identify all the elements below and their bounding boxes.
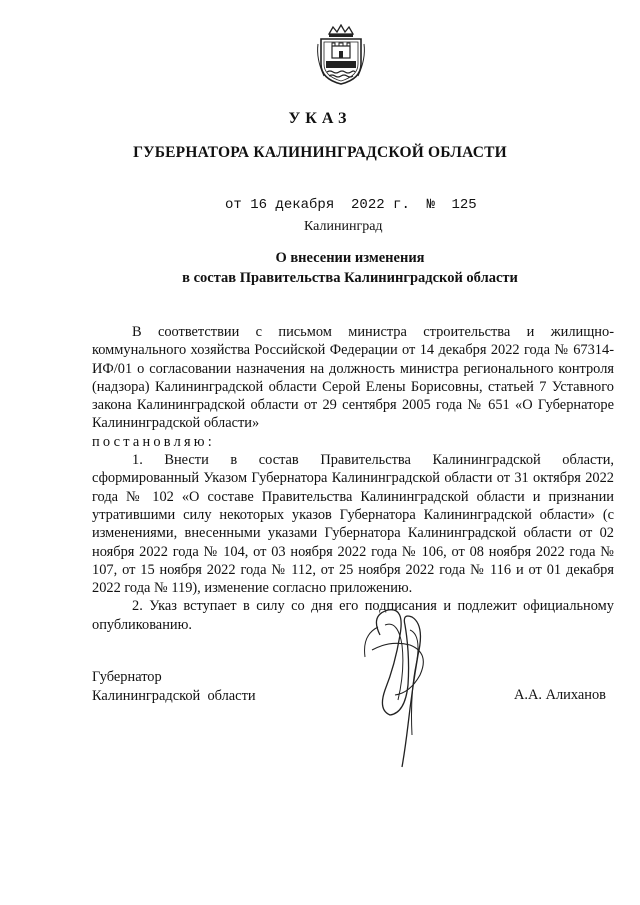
decree-number: 125 bbox=[451, 197, 477, 213]
date-prefix: от bbox=[225, 197, 242, 213]
number-prefix: № bbox=[426, 197, 436, 213]
document-type: УКАЗ bbox=[288, 110, 352, 127]
signatory-title-line-2: Калининградской области bbox=[92, 687, 256, 704]
signatory-name: А.А. Алиханов bbox=[514, 687, 606, 703]
item-2-paragraph: 2. Указ вступает в силу со дня его подписания и подлежит официальному опубликованию. bbox=[92, 598, 614, 633]
date-number-line bbox=[225, 197, 477, 213]
item-1-paragraph: 1. Внести в состав Правительства Калининградской области, сформированный Указом Губернатора Калининградской области от 31 октября 2022 года № 102 «О составе Правительства Калининградской области и признании утратившими силу некоторых указов Губернатора Калининградской области» (с изменениями, внесенными указами Губернатора Калининградской области от 02 ноября 2022 года № 104, от 03 ноября 2022 года № 106, от 08 ноября 2022 года № 107, от 15 ноября 2022 года № 112, от 25 ноября 2022 года № 116 и от 01 декабря 2022 года № 119), изменение согласно приложению. bbox=[92, 452, 614, 597]
issuer-heading: ГУБЕРНАТОРА КАЛИНИНГРАДСКОЙ ОБЛАСТИ bbox=[133, 144, 507, 161]
decree-body bbox=[92, 323, 614, 634]
signatory-title bbox=[92, 668, 256, 705]
city: Калининград bbox=[304, 219, 383, 234]
title-line-1: О внесении изменения bbox=[275, 250, 425, 266]
preamble-paragraph: В соответствии с письмом министра строительства и жилищно-коммунального хозяйства Российской Федерации от 14 декабря 2022 года № 67314-ИФ/01 о согласовании назначения на должность министра регионального контроля (надзора) Калининградской области Серой Елены Борисовны, статьей 7 Уставного закона Калининградской области от 29 сентября 2005 года № 651 «О Губернаторе Калининградской области» bbox=[92, 324, 614, 432]
signatory-title-line-1: Губернатор bbox=[92, 669, 162, 685]
title-line-2: в состав Правительства Калининградской области bbox=[182, 270, 518, 286]
handwritten-signature-icon bbox=[350, 595, 450, 770]
decree-word: постановляю: bbox=[92, 433, 215, 450]
decree-date: 16 декабря 2022 г. bbox=[250, 197, 410, 213]
kaliningrad-coat-of-arms-icon bbox=[314, 24, 368, 86]
